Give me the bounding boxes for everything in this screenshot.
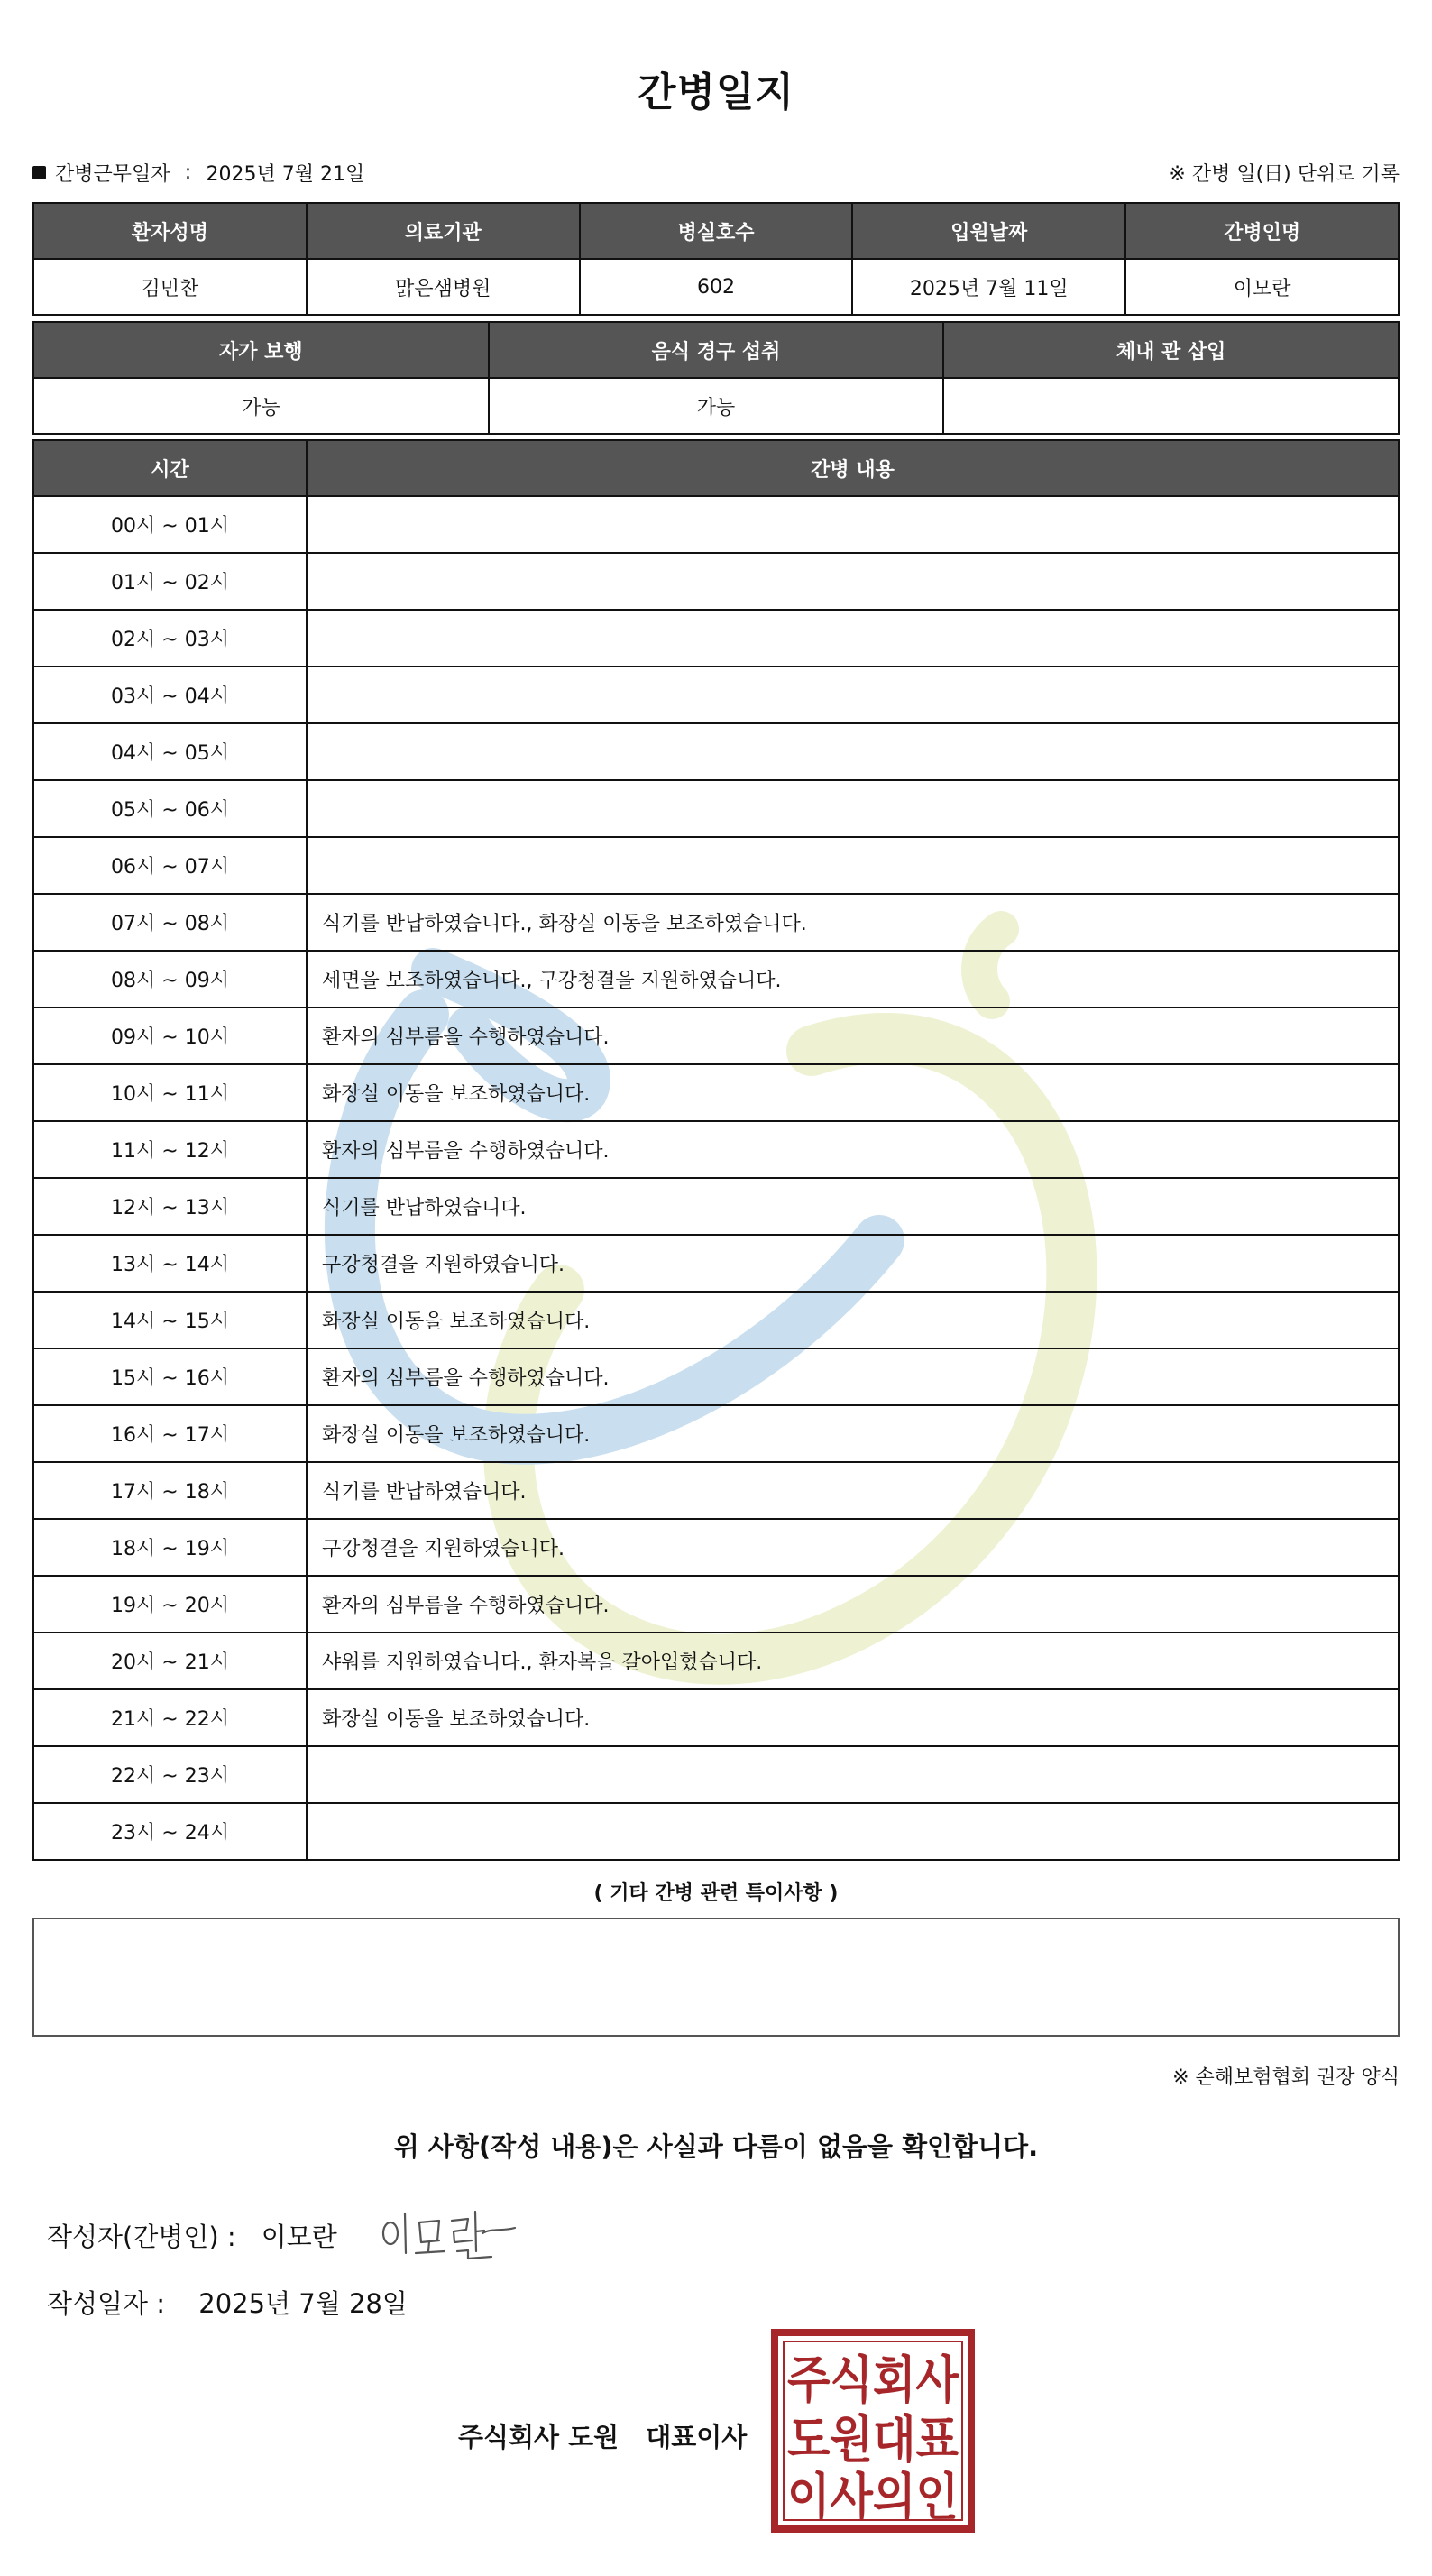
seal-line-2: 도원대표 [787, 2411, 959, 2470]
care-content-cell: 화장실 이동을 보조하였습니다. [307, 1689, 1399, 1746]
care-content-cell: 환자의 심부름을 수행하였습니다. [307, 1007, 1399, 1064]
care-content-cell: 환자의 심부름을 수행하였습니다. [307, 1348, 1399, 1405]
company-seal [771, 2329, 975, 2533]
time-cell: 04시 ~ 05시 [33, 723, 307, 780]
care-content-cell [307, 1746, 1399, 1803]
seal-line-3: 이사의인 [787, 2469, 959, 2527]
header-time: 시간 [33, 440, 307, 496]
table-row [33, 1348, 1399, 1405]
header-room-number: 병실호수 [580, 203, 853, 259]
patient-name-cell: 김민찬 [33, 259, 307, 315]
header-oral-intake: 음식 경구 섭취 [489, 322, 944, 378]
caregiver-name-cell: 이모란 [1125, 259, 1399, 315]
header-caregiver-name: 간병인명 [1125, 203, 1399, 259]
time-cell: 22시 ~ 23시 [33, 1746, 307, 1803]
care-content-cell: 화장실 이동을 보조하였습니다. [307, 1292, 1399, 1348]
care-content-cell: 샤워를 지원하였습니다., 환자복을 갈아입혔습니다. [307, 1633, 1399, 1689]
care-content-cell: 식기를 반납하였습니다. [307, 1178, 1399, 1235]
header-care-content: 간병 내용 [307, 440, 1399, 496]
care-log-rows [33, 496, 1399, 1860]
table-header-row [33, 203, 1399, 259]
time-cell: 05시 ~ 06시 [33, 780, 307, 837]
table-row [33, 1121, 1399, 1178]
care-content-cell: 구강청결을 지원하였습니다. [307, 1235, 1399, 1292]
care-content-cell [307, 723, 1399, 780]
unit-note: ※ 간병 일(日) 단위로 기록 [1169, 163, 1400, 186]
table-header-row [33, 322, 1399, 378]
time-cell: 03시 ~ 04시 [33, 667, 307, 723]
page-title: 간병일지 [637, 69, 794, 115]
work-date-label: 간병근무일자 [55, 163, 170, 186]
table-header-row [33, 440, 1399, 496]
notes-box [32, 1918, 1400, 2037]
table-row [33, 894, 1399, 951]
table-row [33, 378, 1399, 434]
room-number-cell: 602 [580, 259, 853, 315]
representative-title: 대표이사 [646, 2422, 748, 2452]
seal-line-1: 주식회사 [787, 2351, 959, 2410]
table-row [33, 1235, 1399, 1292]
writer-label: 작성자(간병인) : [47, 2222, 236, 2252]
table-row [33, 553, 1399, 610]
care-content-cell [307, 667, 1399, 723]
table-row [33, 1803, 1399, 1860]
table-row [33, 1633, 1399, 1689]
care-content-cell: 식기를 반납하였습니다., 화장실 이동을 보조하였습니다. [307, 894, 1399, 951]
patient-info-table [32, 202, 1400, 316]
time-cell: 11시 ~ 12시 [33, 1121, 307, 1178]
time-cell: 19시 ~ 20시 [33, 1576, 307, 1633]
header-tube-insertion: 체내 관 삽입 [943, 322, 1399, 378]
care-content-cell: 화장실 이동을 보조하였습니다. [307, 1405, 1399, 1462]
care-content-cell [307, 780, 1399, 837]
bullet-square-icon [32, 166, 46, 179]
table-row [33, 951, 1399, 1007]
table-row [33, 1576, 1399, 1633]
care-content-cell: 세면을 보조하였습니다., 구강청결을 지원하였습니다. [307, 951, 1399, 1007]
care-content-cell: 환자의 심부름을 수행하였습니다. [307, 1576, 1399, 1633]
care-content-cell: 구강청결을 지원하였습니다. [307, 1519, 1399, 1576]
table-row [33, 723, 1399, 780]
time-cell: 08시 ~ 09시 [33, 951, 307, 1007]
header-hospital: 의료기관 [307, 203, 580, 259]
care-content-cell [307, 610, 1399, 667]
time-cell: 01시 ~ 02시 [33, 553, 307, 610]
care-content-cell: 화장실 이동을 보조하였습니다. [307, 1064, 1399, 1121]
care-content-cell [307, 837, 1399, 894]
table-row [33, 1292, 1399, 1348]
written-date-line [47, 2284, 408, 2321]
time-cell: 06시 ~ 07시 [33, 837, 307, 894]
table-row [33, 1405, 1399, 1462]
table-row [33, 1064, 1399, 1121]
header-admission-date: 입원날짜 [852, 203, 1125, 259]
table-row [33, 780, 1399, 837]
time-cell: 23시 ~ 24시 [33, 1803, 307, 1860]
confirmation-statement: 위 사항(작성 내용)은 사실과 다름이 없음을 확인합니다. [393, 2131, 1039, 2162]
care-log-table [32, 439, 1400, 1861]
written-date-value: 2025년 7월 28일 [198, 2288, 408, 2319]
handwritten-signature [374, 2201, 519, 2273]
notes-heading: ( 기타 간병 관련 특이사항 ) [593, 1882, 839, 1905]
care-content-cell: 식기를 반납하였습니다. [307, 1462, 1399, 1519]
care-content-cell [307, 496, 1399, 553]
table-row [33, 1689, 1399, 1746]
company-line [458, 2417, 747, 2454]
time-cell: 14시 ~ 15시 [33, 1292, 307, 1348]
time-cell: 17시 ~ 18시 [33, 1462, 307, 1519]
time-cell: 16시 ~ 17시 [33, 1405, 307, 1462]
time-cell: 12시 ~ 13시 [33, 1178, 307, 1235]
written-date-label: 작성일자 : [47, 2288, 166, 2319]
table-row [33, 667, 1399, 723]
table-row [33, 1746, 1399, 1803]
time-cell: 09시 ~ 10시 [33, 1007, 307, 1064]
header-self-walking: 자가 보행 [33, 322, 489, 378]
self-walking-cell: 가능 [33, 378, 489, 434]
time-cell: 07시 ~ 08시 [33, 894, 307, 951]
hospital-cell: 맑은샘병원 [307, 259, 580, 315]
work-date-row [32, 159, 1400, 186]
care-content-cell [307, 553, 1399, 610]
work-date-value: 2025년 7월 21일 [206, 163, 365, 186]
time-cell: 13시 ~ 14시 [33, 1235, 307, 1292]
table-row [33, 259, 1399, 315]
table-row [33, 1178, 1399, 1235]
writer-name: 이모란 [261, 2222, 337, 2252]
time-cell: 18시 ~ 19시 [33, 1519, 307, 1576]
time-cell: 15시 ~ 16시 [33, 1348, 307, 1405]
care-content-cell [307, 1803, 1399, 1860]
tube-insertion-cell [943, 378, 1399, 434]
writer-line [47, 2217, 337, 2254]
oral-intake-cell: 가능 [489, 378, 944, 434]
table-row [33, 1007, 1399, 1064]
time-cell: 10시 ~ 11시 [33, 1064, 307, 1121]
table-row [33, 496, 1399, 553]
patient-status-table [32, 321, 1400, 435]
time-cell: 02시 ~ 03시 [33, 610, 307, 667]
table-row [33, 837, 1399, 894]
time-cell: 20시 ~ 21시 [33, 1633, 307, 1689]
time-cell: 00시 ~ 01시 [33, 496, 307, 553]
header-patient-name: 환자성명 [33, 203, 307, 259]
work-date-separator: : [184, 161, 192, 184]
table-row [33, 1462, 1399, 1519]
admission-date-cell: 2025년 7월 11일 [852, 259, 1125, 315]
form-footnote: ※ 손해보험협회 권장 양식 [1172, 2066, 1400, 2089]
table-row [33, 610, 1399, 667]
care-content-cell: 환자의 심부름을 수행하였습니다. [307, 1121, 1399, 1178]
company-name: 주식회사 도원 [458, 2422, 620, 2452]
work-date [32, 159, 364, 187]
time-cell: 21시 ~ 22시 [33, 1689, 307, 1746]
table-row [33, 1519, 1399, 1576]
